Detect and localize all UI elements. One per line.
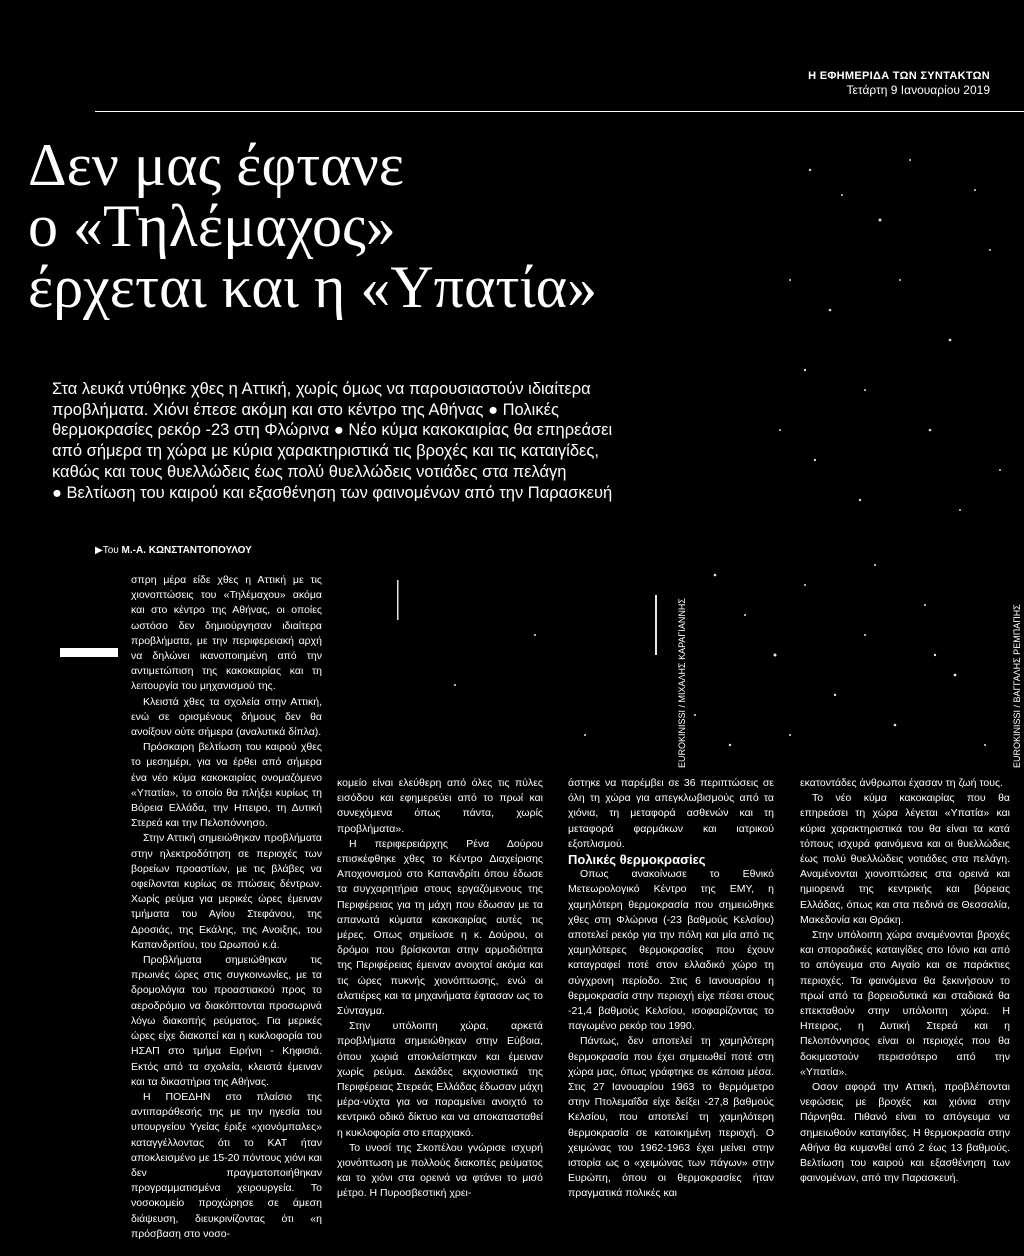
lede xyxy=(52,379,772,503)
masthead xyxy=(540,70,990,97)
paragraph: κομείο είναι ελεύθερη από όλες τις πύλες εισόδου και εφημερεύει από το πρωί και συνεχόμενα όπως πάντα, χωρίς προβλήματα». xyxy=(337,777,543,835)
paragraph: Στην υπόλοιπη χώρα αναμένονται βροχές και σποραδικές καταιγίδες στο Ιόνιο και από το απόγευμα στο Αιγαίο και σε παράκτιες περιοχές. Τα φαινόμενα θα ξεκινήσουν το πρωί από τα βορειοδυτικά και σταδιακά θα επεκταθούν στην υπόλοιπη χώρα. Η Ηπειρος, η Δυτική Στερεά και η Πελοπόννησος είναι οι περιοχές που θα δοκιμαστούν περισσότερο από την «Υπατία». xyxy=(800,929,1010,1078)
headline-line: έρχεται και η «Υπατία» xyxy=(28,254,598,320)
headline xyxy=(28,132,788,320)
paragraph: σπρη μέρα είδε χθες η Αττική με τις χιονοπτώσεις του «Τηλέμαχου» ακόμα και στο κέντρο της Αθήνας, οι οποίες ωστόσο δεν δημιούργησαν ιδιαίτερα προβλήματα, με την περιφερειακή αρχή να δηλώνει ικανοποιημένη από την αντιμετώπιση της κακοκαιρίας και τη λειτουργία του μηχανισμού της. xyxy=(131,574,322,693)
subheading: Πολικές θερμοκρασίες xyxy=(568,852,706,868)
paragraph: Το νέο κύμα κακοκαιρίας που θα επηρεάσει τη χώρα λέγεται «Υπατία» και κύρια χαρακτηριστικά του θα είναι τα κατά τόπους ισχυρά φαινόμενα και οι θυελλώδεις έως πολύ θυελλώδεις νοτιάδες στα πελάγη. Αναμένονται χιονοπτώσεις στα ορεινά και ημιορεινά της κεντρικής και βόρειας Ελλάδας, όπως και στα πεδινά σε Θεσσαλία, Μακεδονία και Θράκη. xyxy=(800,792,1010,926)
paragraph: Στην Αττική σημειώθηκαν προβλήματα στην ηλεκτροδότηση σε περιοχές των βορείων προαστίων, με τις βλάβες να οφείλονται κυρίως σε πτώσεις δέντρων. Χωρίς ρεύμα για μερικές ώρες έμειναν τμήματα του Αγίου Στεφάνου, της Δροσιάς, της Εκάλης, της Ανοιξης, του Καπανδριτίου, του Ωρωπού κ.ά. xyxy=(131,832,322,951)
article-column-3 xyxy=(568,776,774,1202)
newspaper-name: Η ΕΦΗΜΕΡΙΔΑ ΤΩΝ ΣΥΝΤΑΚΤΩΝ xyxy=(808,70,990,82)
article-column-4 xyxy=(800,776,1010,1186)
paragraph: Πάντως, δεν αποτελεί τη χαμηλότερη θερμοκρασία που έχει σημειωθεί ποτέ στη χώρα μας, όπως γράφτηκε σε κάποια μέσα. Στις 27 Ιανουαρίου 1963 το θερμόμετρο στην Πτολεμαΐδα είχε δείξει -27,8 βαθμούς Κελσίου, που αποτελεί τη χαμηλότερη θερμοκρασία σε κατοικημένη περιοχή. Ο χειμώνας του 1962-1963 έχει μείνει στην ιστορία ως ο «χειμώνας των πάγων» στην Ευρώπη, όπου οι θερμοκρασίες ήταν πραγματικά πολικές και xyxy=(568,1035,774,1200)
lede-line: Στα λευκά ντύθηκε χθες η Αττική, χωρίς όμως να παρουσιαστούν ιδιαίτερα xyxy=(52,380,591,398)
paragraph: Στην υπόλοιπη χώρα, αρκετά προβλήματα σημειώθηκαν στην Εύβοια, όπου χωριά αποκλείστηκαν και έμειναν χωρίς ρεύμα. Δεκάδες εκχιονιστικά της Περιφέρειας Στερεάς Ελλάδας έδωσαν μάχη μέρα-νύχτα για να παραμείνει ανοιχτό το κεντρικό οδικό δίκτυο και να αποκατασταθεί η κυκλοφορία στο επαρχιακό. xyxy=(337,1020,543,1139)
paragraph: Κλειστά χθες τα σχολεία στην Αττική, ενώ σε ορισμένους δήμους δεν θα ανοίξουν ούτε σήμερα (αναλυτικά δίπλα). xyxy=(131,695,322,739)
paragraph: άστηκε να παρέμβει σε 36 περιπτώσεις σε όλη τη χώρα για απεγκλωβισμούς από τα χιόνια, τη μεταφορά ασθενών και τη μεταφορά φαρμάκων και ιατρικού εξοπλισμού. xyxy=(568,777,774,850)
snow-photo-top-graphic xyxy=(770,130,1024,530)
photo-credit-right: EUROKINISSI / ΒΑΓΓΑΛΗΣ ΡΕΜΠΑΠΗΣ xyxy=(1012,604,1022,768)
lede-line: ● Βελτίωση του καιρού και εξασθένηση των φαινομένων από την Παρασκευή xyxy=(52,483,613,502)
byline-author: Μ.-Α. ΚΩΝΣΤΑΝΤΟΠΟΥΛΟΥ xyxy=(121,545,252,556)
byline-prefix: Του xyxy=(102,545,122,556)
headline-line: Δεν μας έφτανε xyxy=(28,132,404,198)
lede-line: θερμοκρασίες ρεκόρ -23 στη Φλώρινα ● Νέο κύμα κακοκαιρίας θα επηρεάσει xyxy=(52,421,613,440)
paragraph: Η ΠΟΕΔΗΝ στο πλαίσιο της αντιπαράθεσής της με την ηγεσία του υπουργείου Υγείας έριξε «χιονόμπαλες» καταγγέλλοντας ότι το ΚΑΤ ήταν αποκλεισμένο με 15-20 πόντους χιόνι και δεν πραγματοποιήθηκαν προγραμματισμένα χειρουργεία. Το νοσοκομείο προχώρησε σε άμεση διάψευση, διευκρινίζοντας ότι «η πρόσβαση στο νοσο- xyxy=(131,1090,322,1240)
issue-date: Τετάρτη 9 Ιανουαρίου 2019 xyxy=(846,83,990,97)
article-column-2 xyxy=(337,776,543,1202)
snow-photo-top xyxy=(770,130,1024,530)
paragraph: Πρόσκαιρη βελτίωση του καιρού χθες το μεσημέρι, για να έρθει από σήμερα ένα νέο κύμα κακοκαιρίας ονομαζόμενο «Υπατία», το οποίο θα πλήξει κυρίως τη Βόρεια Ελλάδα, την Ηπειρο, τη Δυτική Στερεά και την Πελοπόννησο. xyxy=(131,741,322,830)
paragraph: εκατοντάδες άνθρωποι έχασαν τη ζωή τους. xyxy=(800,777,1003,789)
paragraph: Οσον αφορά την Αττική, προβλέπονται νεφώσεις με βροχές και χιόνια στην Πάρνηθα. Πιθανό είναι το απόγευμα να σημειωθούν καταιγίδες. Η θερμοκρασία στην Αθήνα θα κυμανθεί από 2 έως 13 βαθμούς. Βελτίωση του καιρού και εξασθένηση των φαινομένων, από την Παρασκευή. xyxy=(800,1081,1010,1185)
lede-line: καθώς και τους θυελλώδεις έως πολύ θυελλώδεις νοτιάδες στα πελάγη xyxy=(52,462,567,481)
article-column-1 xyxy=(131,573,322,1242)
paragraph: Η περιφερειάρχης Ρένα Δούρου επισκέφθηκε χθες το Κέντρο Διαχείρισης Αποχιονισμού στο Καπανδρίτι όπου έδωσε τα συγχαρητήρια στους εργαζόμενους της Περιφέρειας για τη μάχη που έδωσαν με τα απανωτά κύματα κακοκαιρίας αυτές τις μέρες. Οπως σημείωσε η κ. Δούρου, οι δρόμοι που βρίσκονται στην αρμοδιότητα της Περιφέρειας έμειναν ανοιχτοί ακόμα και τις ώρες πυκνής χιονόπτωσης, ενώ οι αλατιέρες και τα μηχανήματα έφτασαν ως το Σύνταγμα. xyxy=(337,837,543,1018)
header-rule xyxy=(95,111,1024,112)
lede-line: προβλήματα. Χιόνι έπεσε ακόμη και στο κέντρο της Αθήνας ● Πολικές xyxy=(52,400,559,419)
photo-credit-left: EUROKINISSI / ΜΙΧΑΛΗΣ ΚΑΡΑΓΙΑΝΝΗΣ xyxy=(677,598,687,768)
paragraph: Το υνοσί της Σκοπέλου γνώρισε ισχυρή χιονόπτωση με πολλούς διακοπές ρεύματος και το χιόνι στα ορεινά να φτάνει το μισό μέτρο. Η Πυροσβεστική χρει- xyxy=(337,1141,543,1200)
drop-cap-bar xyxy=(60,648,118,657)
paragraph: Προβλήματα σημειώθηκαν τις πρωινές ώρες στις συγκοινωνίες, με τα δρομολόγια του προαστιακού προς το αεροδρόμιο να διακόπτονται προσωρινά λόγω διακοπής ρεύματος. Για μερικές ώρες είχε διακοπεί και η κυκλοφορία του ΗΣΑΠ στο τμήμα Ειρήνη - Κηφισιά. Εκτός από τα σχολεία, κλειστά έμειναν και τα δικαστήρια της Αθήνας. xyxy=(131,954,322,1088)
lede-line: από σήμερα τη χώρα με κύρια χαρακτηριστικά τις βροχές και τις καταιγίδες, xyxy=(52,442,599,461)
byline-arrow-icon: ▶ xyxy=(95,545,103,556)
headline-line: ο «Τηλέμαχος» xyxy=(28,193,396,259)
byline xyxy=(95,545,252,556)
paragraph: Οπως ανακοίνωσε το Εθνικό Μετεωρολογικό Κέντρο της ΕΜΥ, η χαμηλότερη θερμοκρασία που σημειώθηκε χθες στη Φλώρινα (-23 βαθμούς Κελσίου) αποτελεί ρεκόρ για την πόλη και μία από τις χαμηλότερες θερμοκρασίες που έχουν καταγραφεί ποτέ στον ελλαδικό χώρο τη σύγχρονη περίοδο. Στις 6 Ιανουαρίου η θερμοκρασία στην περιοχή είχε πέσει στους -21,4 βαθμούς Κελσίου, ισοφαρίζοντας το παγωμένο ρεκόρ του 1990. xyxy=(568,868,774,1033)
